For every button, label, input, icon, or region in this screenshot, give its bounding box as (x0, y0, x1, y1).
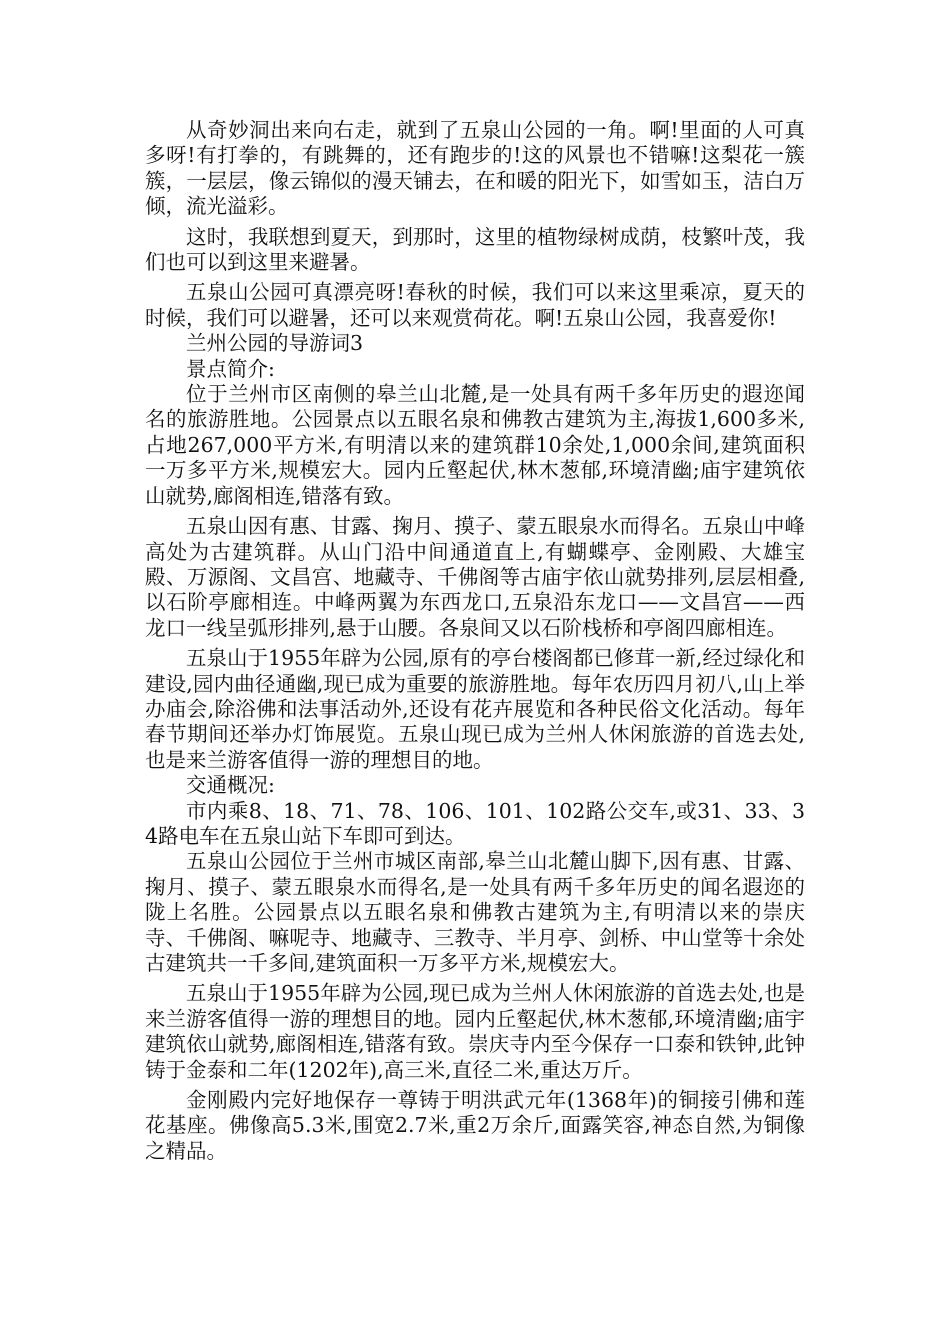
paragraph-park-overview: 五泉山公园位于兰州市城区南部,皋兰山北麓山脚下,因有惠、甘露、掬月、摸子、蒙五眼泉水而得名,是一处具有两千多年历史的闻名遐迩的陇上名胜。公园景点以五眼名泉和佛教古建筑为主,有明清以来的崇庆寺、千佛阁、嘛呢寺、地藏寺、三教寺、半月亭、剑桥、中山堂等十余处古建筑共一千多间,建筑面积一万多平方米,规模宏大。 (145, 849, 805, 975)
subheading-transport: 交通概况: (186, 773, 275, 798)
paragraph-bronze-buddha: 金刚殿内完好地保存一尊铸于明洪武元年(1368年)的铜接引佛和莲花基座。佛像高5.3米,围宽2.7米,重2万余斤,面露笑容,神态自然,为铜像之精品。 (145, 1088, 805, 1163)
subheading-intro: 景点简介: (186, 356, 275, 381)
paragraph-bell: 五泉山于1955年辟为公园,现已成为兰州人休闲旅游的首选去处,也是来兰游客值得一游的理想目的地。园内丘壑起伏,林木葱郁,环境清幽;庙宇建筑依山就势,廊阁相连,错落有致。崇庆寺内至今保存一口泰和铁钟,此钟铸于金泰和二年(1202年),高三米,直径二米,重达万斤。 (145, 981, 805, 1082)
paragraph-park-corner: 从奇妙洞出来向右走，就到了五泉山公园的一角。啊!里面的人可真多呀!有打拳的，有跳舞的，还有跑步的!这的风景也不错嘛!这梨花一簇簇，一层层，像云锦似的漫天铺去，在和暖的阳光下，如雪如玉，洁白万倾，流光溢彩。 (145, 118, 805, 219)
paragraph-love-park: 五泉山公园可真漂亮呀!春秋的时候，我们可以来这里乘凉，夏天的时候，我们可以避暑，还可以来观赏荷花。啊!五泉山公园，我喜爱你! (145, 280, 805, 330)
section-title: 兰州公园的导游词3 (186, 331, 364, 356)
paragraph-history-1955: 五泉山于1955年辟为公园,原有的亭台楼阁都已修茸一新,经过绿化和建设,园内曲径通幽,现已成为重要的旅游胜地。每年农历四月初八,山上举办庙会,除浴佛和法事活动外,还设有花卉展览和各种民俗文化活动。每年春节期间还举办灯饰展览。五泉山现已成为兰州人休闲旅游的首选去处,也是来兰游客值得一游的理想目的地。 (145, 646, 805, 772)
paragraph-five-springs: 五泉山因有惠、甘露、掬月、摸子、蒙五眼泉水而得名。五泉山中峰高处为古建筑群。从山门沿中间通道直上,有蝴蝶亭、金刚殿、大雄宝殿、万源阁、文昌宫、地藏寺、千佛阁等古庙宇依山就势排列,层层相叠,以石阶亭廊相连。中峰两翼为东西龙口,五泉沿东龙口——文昌宫——西龙口一线呈弧形排列,悬于山腰。各泉间又以石阶栈桥和亭阁四廊相连。 (145, 514, 805, 640)
paragraph-location: 位于兰州市区南侧的皋兰山北麓,是一处具有两千多年历史的遐迩闻名的旅游胜地。公园景点以五眼名泉和佛教古建筑为主,海拔1,600多米,占地267,000平方米,有明清以来的建筑群10余处,1,000余间,建筑面积一万多平方米,规模宏大。园内丘壑起伏,林木葱郁,环境清幽;庙宇建筑依山就势,廊阁相连,错落有致。 (145, 382, 805, 508)
paragraph-bus-routes: 市内乘8、18、71、78、106、101、102路公交车,或31、33、34路电车在五泉山站下车即可到达。 (145, 798, 805, 848)
paragraph-summer: 这时，我联想到夏天，到那时，这里的植物绿树成荫，枝繁叶茂，我们也可以到这里来避暑。 (145, 224, 805, 275)
document-page (145, 118, 805, 1164)
